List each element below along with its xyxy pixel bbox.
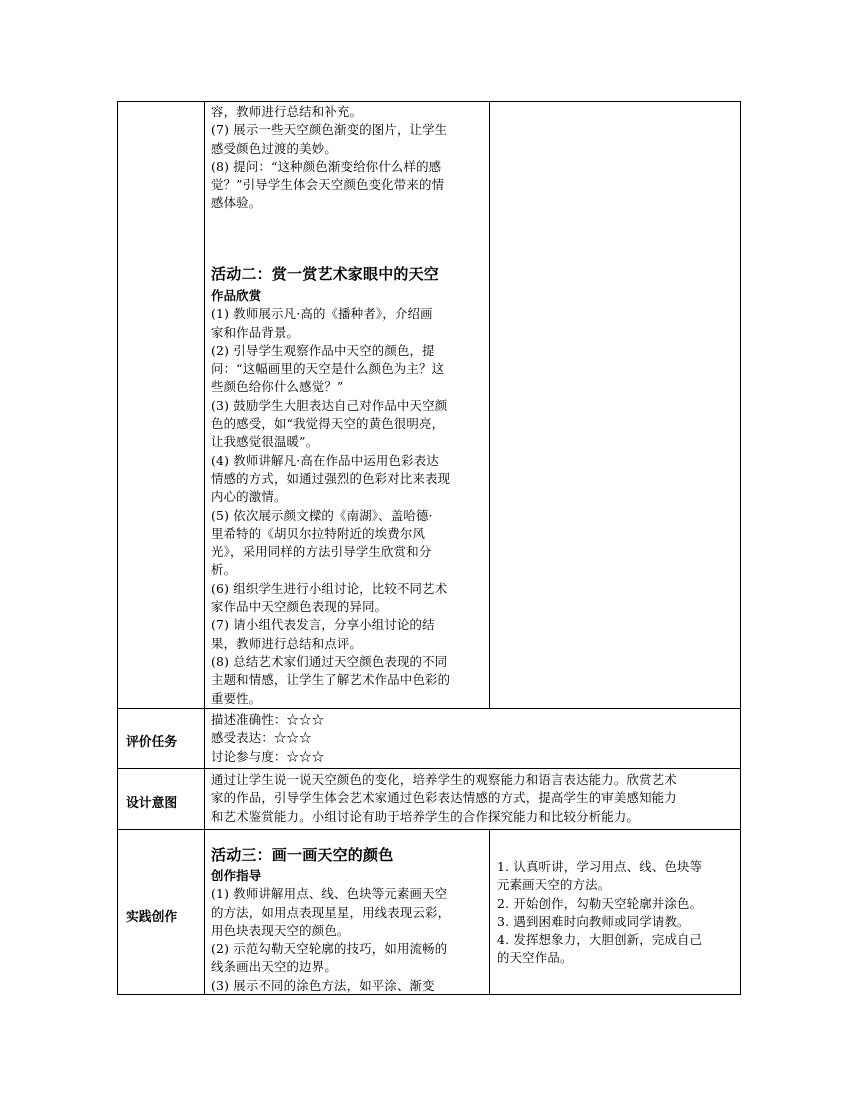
activity2-title: 活动二：赏一赏艺术家眼中的天空 xyxy=(211,265,440,283)
text-line: 1. 认真听讲，学习用点、线、色块等 xyxy=(497,859,703,874)
text-line: (4) 教师讲解凡·高在作品中运用色彩表达 xyxy=(211,452,439,468)
text-line: (7) 展示一些天空颜色渐变的图片，让学生 xyxy=(211,122,448,138)
text-line: 容，教师进行总结和补充。 xyxy=(211,104,363,119)
text-line: 问：“这幅画里的天空是什么颜色为主？这 xyxy=(211,361,445,377)
text-line: (2) 引导学生观察作品中天空的颜色，提 xyxy=(211,342,435,358)
text-line: 4. 发挥想象力，大胆创新，完成自己 xyxy=(497,932,703,948)
text-line: (8) 提问：“这种颜色渐变给你什么样的感 xyxy=(211,158,442,174)
text-line: 感受颜色过渡的美妙。 xyxy=(211,140,337,156)
text-line: 色的感受，如“我觉得天空的黄色很明亮， xyxy=(211,416,445,432)
text-line: 的天空作品。 xyxy=(497,950,573,966)
text-line: 线条画出天空的边界。 xyxy=(211,959,337,975)
text-line: 觉？”引导学生体会天空颜色变化带来的情 xyxy=(211,177,445,193)
text-line: (5) 依次展示颜文樑的《南湖》、盖哈德· xyxy=(211,507,433,523)
text-line: 情感的方式，如通过强烈的色彩对比来表现 xyxy=(211,470,451,486)
text-line: 3. 遇到困难时向教师或同学请教。 xyxy=(497,913,690,929)
student-activities-cell xyxy=(497,858,737,968)
text-line: 通过让学生说一说天空颜色的变化，培养学生的观察能力和语言表达能力。欣赏艺术 xyxy=(211,772,677,787)
text-line: (3) 鼓励学生大胆表达自己对作品中天空颜 xyxy=(211,397,448,413)
evaluation-line: 描述准确性：☆☆☆ xyxy=(211,712,325,727)
text-line: (8) 总结艺术家们通过天空颜色表现的不同 xyxy=(211,653,448,669)
evaluation-line: 感受表达：☆☆☆ xyxy=(211,730,312,746)
text-line: 家和作品背景。 xyxy=(211,324,300,340)
table-border-left xyxy=(117,101,118,995)
activity2-block xyxy=(211,263,487,708)
text-line: 和艺术鉴赏能力。小组讨论有助于培养学生的合作探究能力和比较分析能力。 xyxy=(211,808,640,824)
activity2-subtitle: 作品欣赏 xyxy=(211,288,262,303)
activity3-subtitle: 创作指导 xyxy=(211,868,262,883)
text-line: 的方法，如用点表现星星，用线表现云彩， xyxy=(211,904,451,920)
student-column-divider-top xyxy=(489,101,490,708)
activity3-block xyxy=(211,844,487,995)
evaluation-label: 评价任务 xyxy=(126,735,178,750)
design-intent-label: 设计意图 xyxy=(126,796,178,811)
text-line: 些颜色给你什么感觉？” xyxy=(211,379,344,395)
text-line: (1) 教师展示凡·高的《播种者》，介绍画 xyxy=(211,306,433,322)
text-line: (3) 展示不同的涂色方法，如平涂、渐变 xyxy=(211,977,435,993)
evaluation-cell xyxy=(211,711,731,766)
text-line: 用色块表现天空的颜色。 xyxy=(211,922,350,938)
text-line: 感体验。 xyxy=(211,195,262,211)
text-line: 家作品中天空颜色表现的异同。 xyxy=(211,599,388,615)
design-intent-cell xyxy=(211,771,737,826)
label-column-divider xyxy=(204,101,205,995)
text-line: (2) 示范勾勒天空轮廓的技巧，如用流畅的 xyxy=(211,941,448,957)
continuation-text xyxy=(211,103,487,213)
student-column-divider-bottom xyxy=(489,829,490,995)
table-border-top xyxy=(117,101,741,102)
text-line: 内心的激情。 xyxy=(211,489,287,505)
text-line: (7) 请小组代表发言，分享小组讨论的结 xyxy=(211,617,435,633)
text-line: 让我感觉很温暖”。 xyxy=(211,434,319,450)
lesson-plan-table xyxy=(117,101,741,995)
evaluation-line: 讨论参与度：☆☆☆ xyxy=(211,748,325,764)
text-line: 重要性。 xyxy=(211,690,262,706)
text-line: 光》，采用同样的方法引导学生欣赏和分 xyxy=(211,544,432,560)
text-line: 里希特的《胡贝尔拉特附近的埃费尔风 xyxy=(211,525,426,541)
teacher-activities-cell xyxy=(211,103,487,213)
text-line: 元素画天空的方法。 xyxy=(497,877,611,893)
table-border-right xyxy=(740,101,741,995)
text-line: 2. 开始创作，勾勒天空轮廓并涂色。 xyxy=(497,895,703,911)
practice-label: 实践创作 xyxy=(126,910,178,925)
text-line: 主题和情感，让学生了解艺术作品中色彩的 xyxy=(211,672,451,688)
row-divider-evaluation xyxy=(117,708,741,709)
text-line: (6) 组织学生进行小组讨论，比较不同艺术 xyxy=(211,580,448,596)
text-line: 家的作品，引导学生体会艺术家通过色彩表达情感的方式，提高学生的审美感知能力 xyxy=(211,790,677,806)
text-line: (1) 教师讲解用点、线、色块等元素画天空 xyxy=(211,886,448,902)
activity3-title: 活动三：画一画天空的颜色 xyxy=(211,846,394,864)
row-divider-practice xyxy=(117,829,741,830)
text-line: 析。 xyxy=(211,562,237,578)
text-line: 果，教师进行总结和点评。 xyxy=(211,635,363,651)
row-divider-design-intent xyxy=(117,768,741,769)
